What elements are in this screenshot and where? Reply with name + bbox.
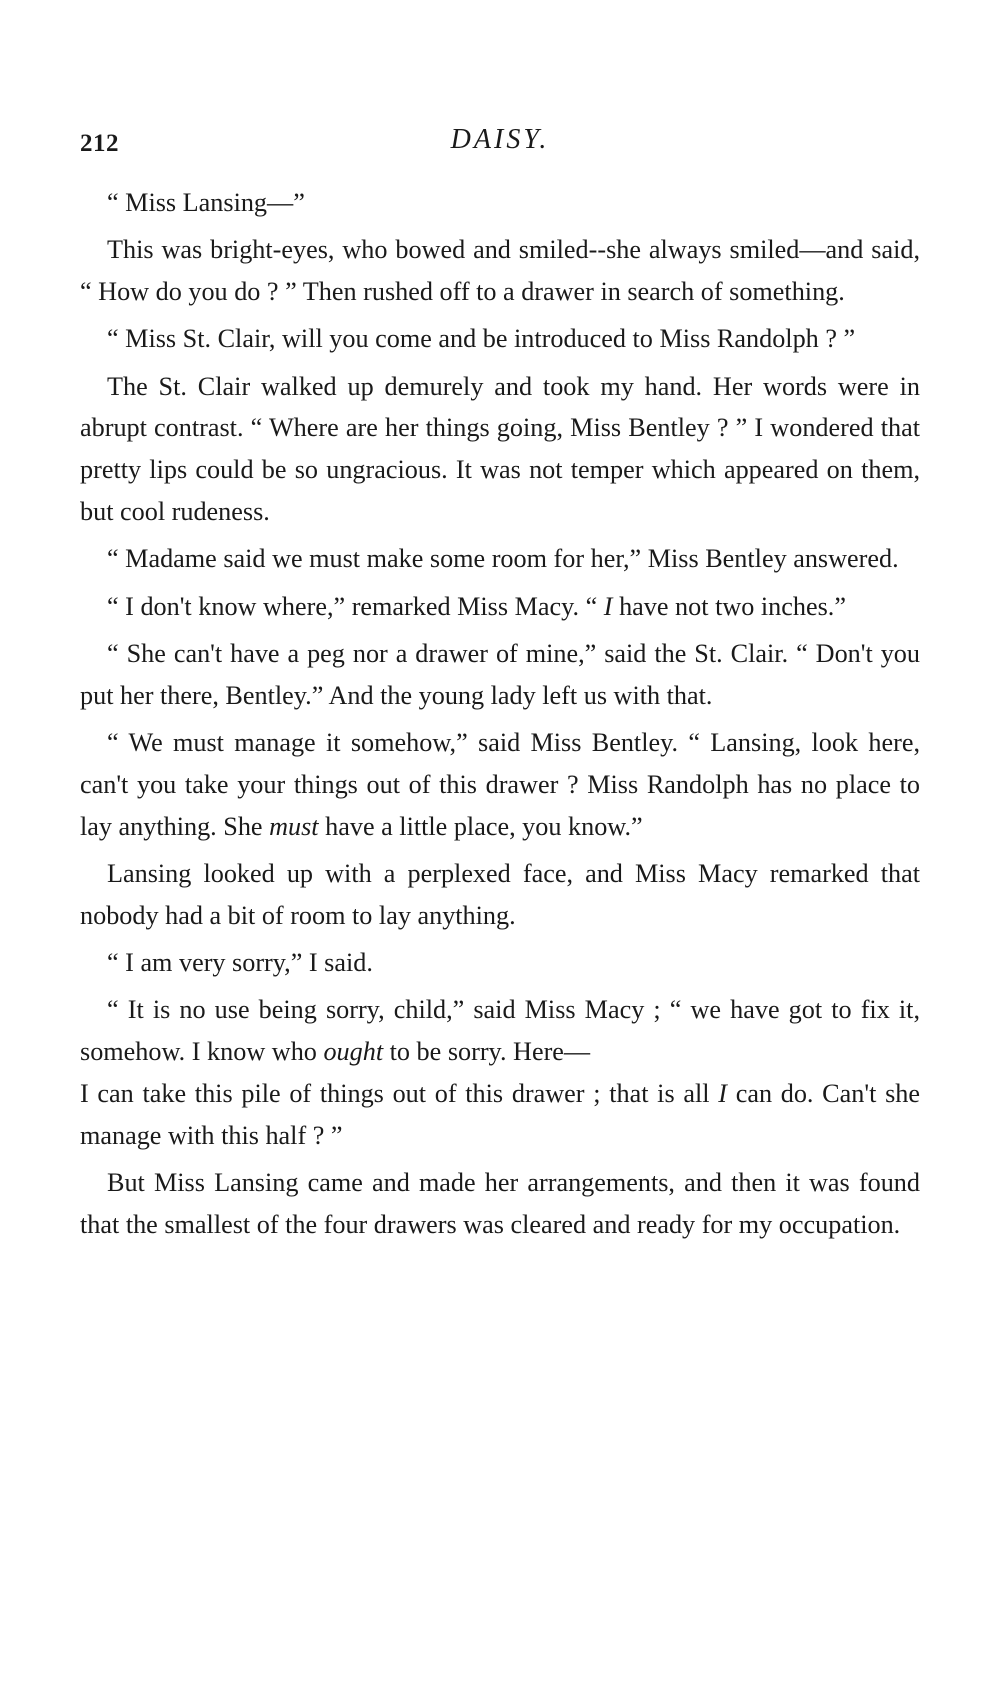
paragraph-continued [80, 1073, 920, 1157]
body-text [80, 182, 920, 1246]
paragraph: “ Madame said we must make some room for her,” Miss Bentley answered. [107, 544, 899, 574]
paragraph-text: “ I don't know where,” remarked Miss Macy. “ [107, 591, 604, 621]
paragraph: “ Miss St. Clair, will you come and be introduced to Miss Randolph ? ” [107, 324, 856, 354]
paragraph-text: to be sorry. Here— [383, 1037, 591, 1067]
emphasis: must [269, 811, 319, 841]
paragraph [80, 722, 920, 847]
emphasis: I [718, 1078, 727, 1108]
paragraph-text: “ It is no use being sorry, child,” said Miss Macy ; “ we have got to fix it, somehow. I know who [80, 995, 920, 1067]
paragraph: “ Miss Lansing—” [107, 188, 305, 217]
emphasis: I [603, 591, 613, 621]
paragraph-text: have a little place, you know.” [318, 811, 643, 841]
emphasis: ought [323, 1037, 384, 1067]
page-header [80, 124, 920, 170]
paragraph-text: I can take this pile of things out of this drawer ; that is all [80, 1078, 719, 1108]
paragraph: The St. Clair walked up demurely and took my hand. Her words were in abrupt contrast. “ Where are her things going, Miss Bentley ? ” I wondered that pretty lips could be so ungracious. It was not temper which appeared on them, but cool rudeness. [80, 371, 920, 527]
paragraph: This was bright-eyes, who bowed and smiled--she always smiled—and said, “ How do you do ? ” Then rushed off to a drawer in search of something. [80, 235, 920, 307]
paragraph [80, 586, 920, 628]
paragraph-text: can do. Can't she manage with this half ? ” [80, 1078, 920, 1150]
paragraph: But Miss Lansing came and made her arrangements, and then it was found that the smallest of the four drawers was cleared and ready for my occupation. [80, 1168, 920, 1239]
paragraph: Lansing looked up with a perplexed face, and Miss Macy remarked that nobody had a bit of room to lay anything. [80, 858, 920, 930]
paragraph [80, 989, 920, 1073]
page-number: 212 [80, 130, 119, 157]
running-title: DAISY. [450, 124, 550, 155]
paragraph-text: “ We must manage it somehow,” said Miss Bentley. “ Lansing, look here, can't you take your things out of this drawer ? Miss Randolph has no place to lay anything. She [80, 728, 920, 841]
paragraph: “ I am very sorry,” I said. [107, 948, 373, 978]
paragraph-text: have not two inches.” [612, 591, 846, 621]
paragraph: “ She can't have a peg nor a drawer of mine,” said the St. Clair. “ Don't you put her there, Bentley.” And the young lady left us with that. [80, 638, 920, 710]
